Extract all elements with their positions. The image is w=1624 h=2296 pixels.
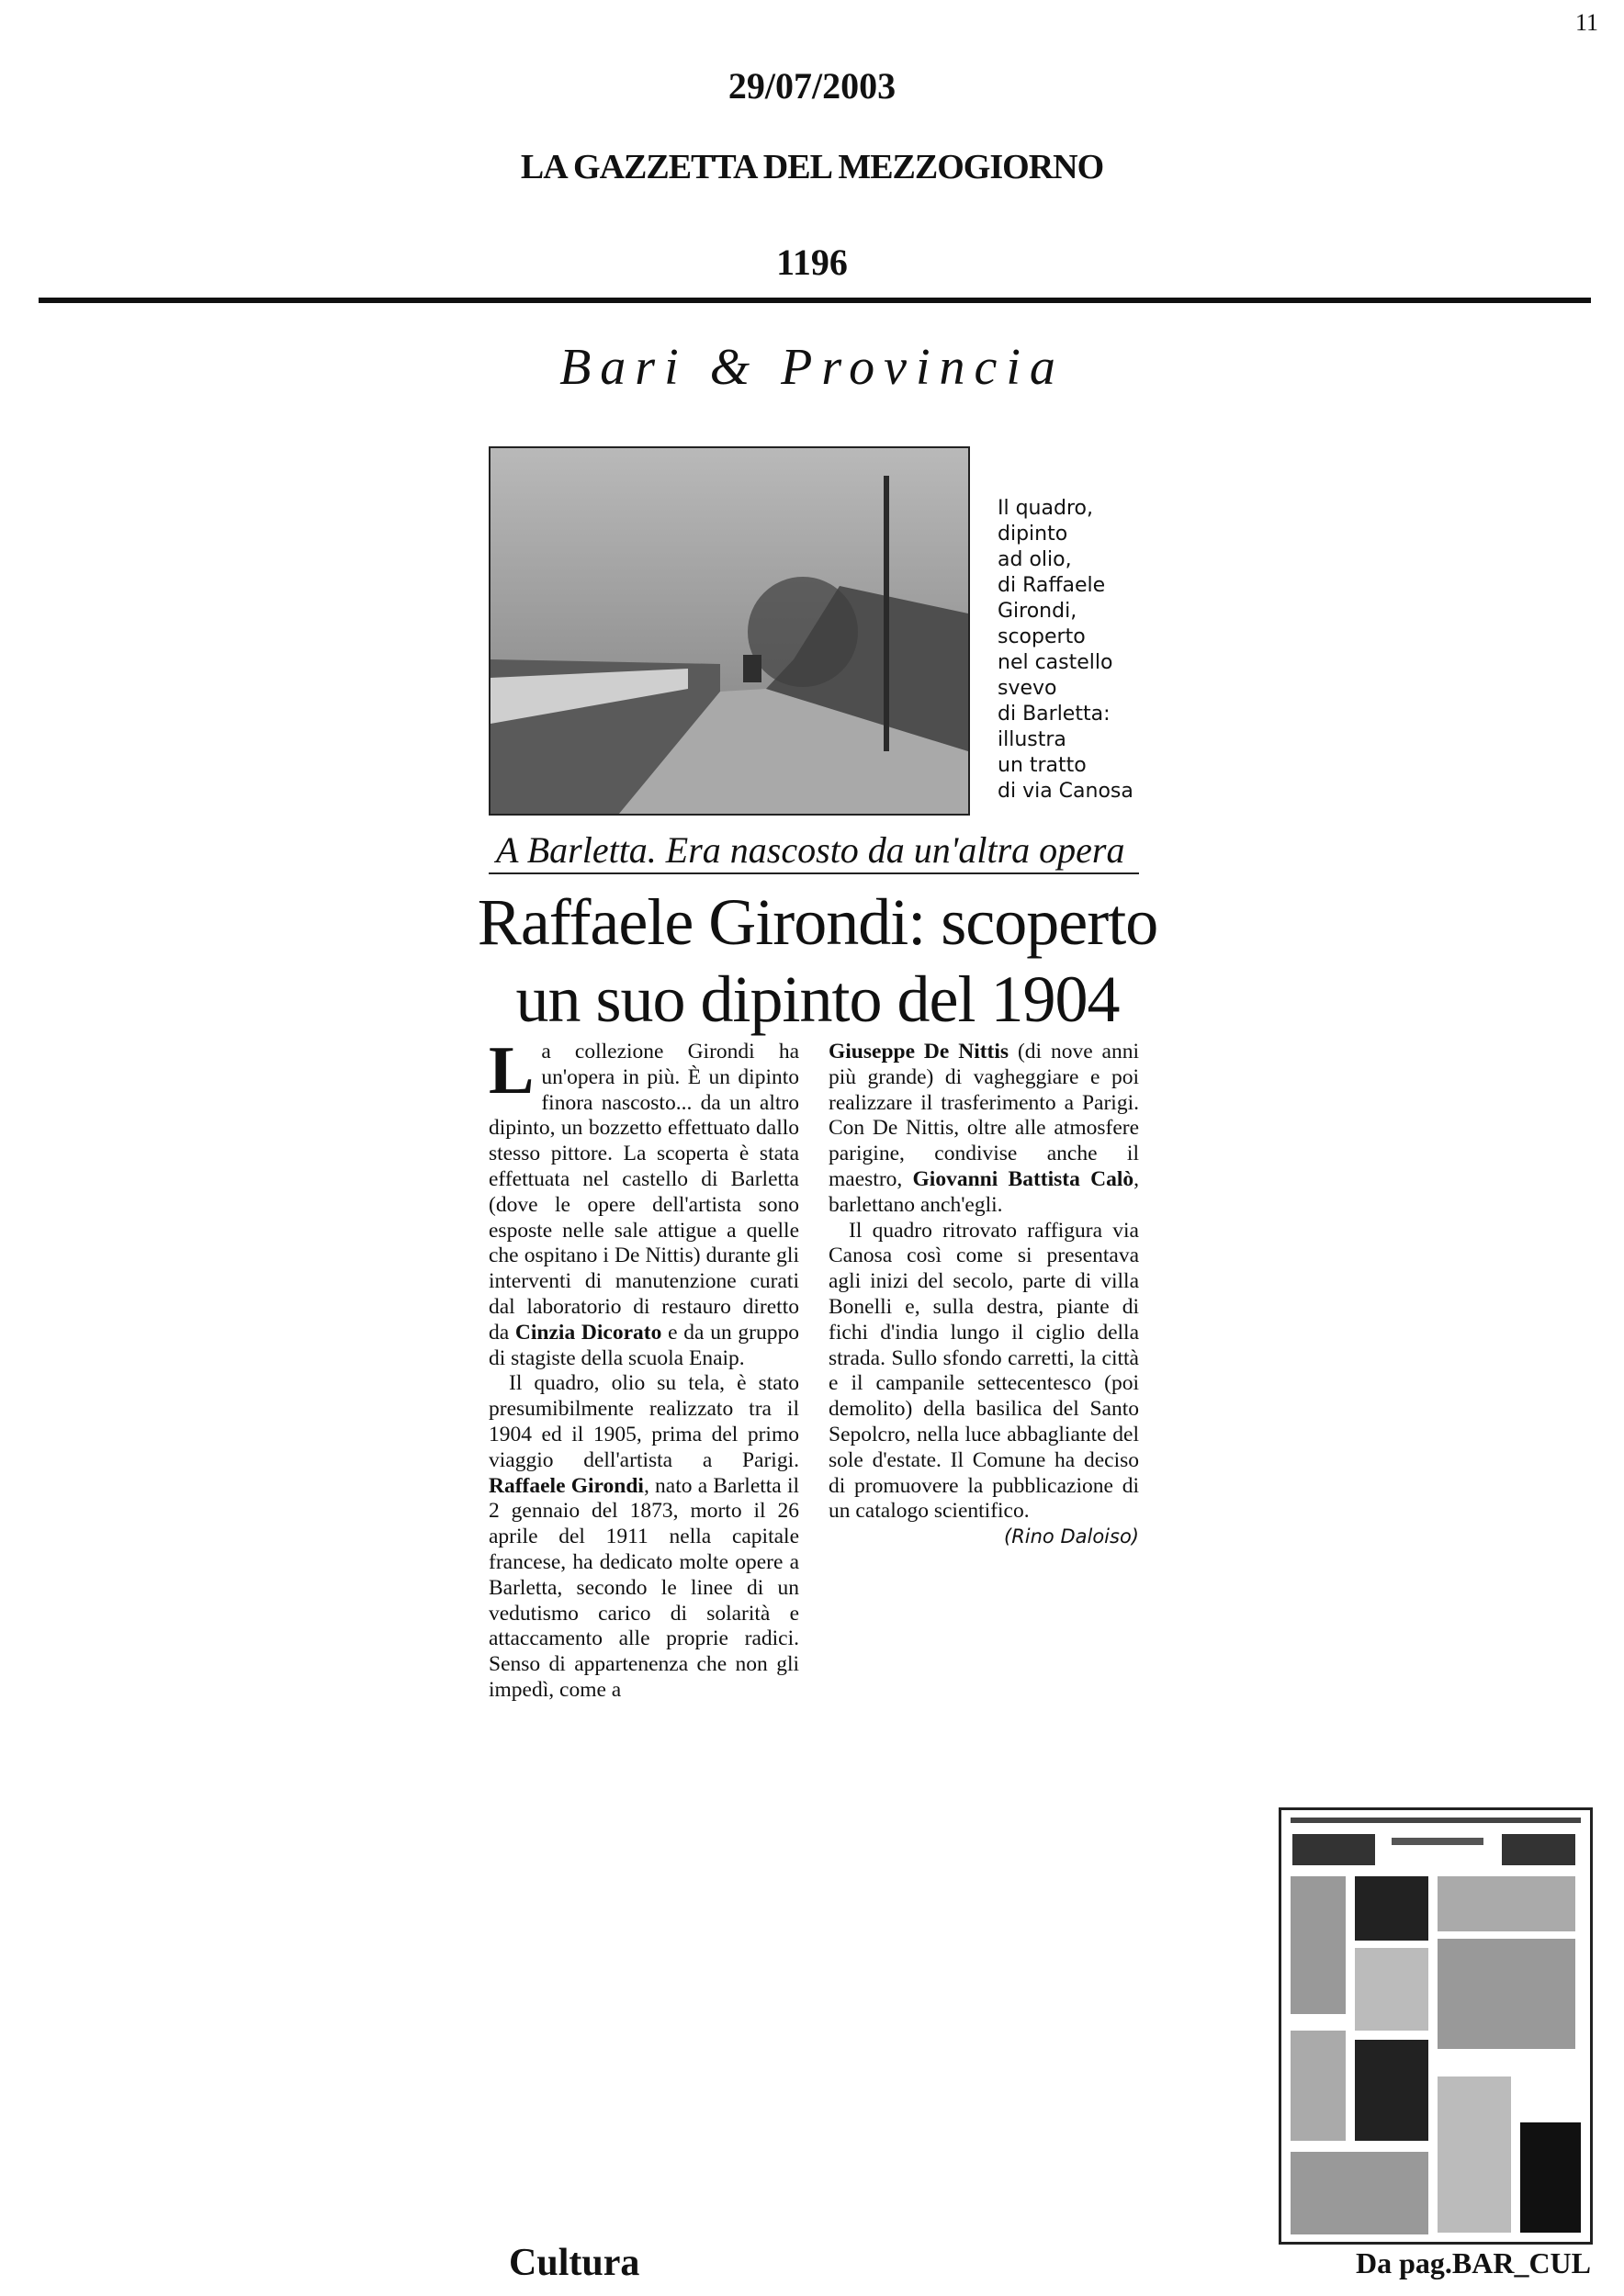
publication-name: LA GAZZETTA DEL MEZZOGIORNO xyxy=(520,148,1104,186)
kicker-rule xyxy=(489,872,1139,874)
person-name: Raffaele Girondi xyxy=(489,1473,644,1498)
caption-line: ad olio, xyxy=(998,548,1072,571)
article-paragraph xyxy=(489,1033,799,1371)
clipping-date: 29/07/2003 xyxy=(727,65,897,107)
headline-line: un suo dipinto del 1904 xyxy=(515,962,1120,1036)
caption-line: nel castello xyxy=(998,651,1113,674)
caption-line: di Barletta: xyxy=(998,703,1111,726)
page-number: 11 xyxy=(1574,9,1598,36)
person-name: Giuseppe De Nittis xyxy=(829,1040,1009,1064)
footer-section: Cultura xyxy=(509,2242,640,2284)
person-name: Cinzia Dicorato xyxy=(514,1320,662,1345)
article-headline xyxy=(459,884,1176,1038)
article-signature: (Rino Daloiso) xyxy=(1004,1525,1139,1548)
header-rule xyxy=(39,298,1591,303)
clipping-code: 1196 xyxy=(776,242,848,283)
article-kicker: A Barletta. Era nascosto da un'altra opera xyxy=(496,829,1125,871)
article-column-left xyxy=(489,1033,800,1704)
article-text: e da un gruppo di stagiste della scuola Enaip. xyxy=(489,1320,799,1370)
photo-caption xyxy=(998,496,1200,805)
caption-line: Girondi, xyxy=(998,600,1077,623)
person-name: Giovanni Battista Calò xyxy=(912,1166,1134,1191)
article-text: Il quadro ritrovato raffigura via Canosa così come si presentava agli inizi del secolo, parte di villa Bonelli e, sulla destra, piante di fichi d'india lungo il ciglio della strada. Sullo sfondo carretti, la città e il campanile settecentesco (poi demolito) della basilica del Santo Sepolcro, nella luce abbagliante del sole d'estate. Il Comune ha deciso di promuovere la pubblicazione di un catalogo scientifico. xyxy=(829,1218,1139,1524)
drop-cap: L xyxy=(489,1033,535,1109)
article-text: , barlettano anch'egli. xyxy=(829,1166,1139,1217)
caption-line: di Raffaele xyxy=(998,574,1106,597)
headline-line: Raffaele Girondi: scoperto xyxy=(477,885,1158,959)
article-text: Il quadro, olio su tela, è stato presumibilmente realizzato tra il 1904 ed il 1905, prima del primo viaggio dell'artista a Parigi. xyxy=(489,1371,799,1472)
article-paragraph xyxy=(829,1218,1139,1548)
section-title: Bari & Provincia xyxy=(559,339,1065,396)
article-paragraph xyxy=(489,1371,799,1703)
article-text: , nato a Barletta il 2 gennaio del 1873, morto il 26 aprile del 1911 nella capitale francese, ha dedicato molte opere a Barletta, secondo le linee di un vedutismo carico di solarità e attaccamento alle proprie radici. Senso di appartenenza che non gli impedì, come a xyxy=(489,1473,800,1702)
article-text: (di nove anni più grande) di vagheggiare e poi realizzare il trasferimento a Parigi. Con De Nittis, oltre alle atmosfere parigine, condivise anche il maestro, xyxy=(829,1040,1140,1191)
article-column-right xyxy=(829,1040,1139,1550)
caption-line: un tratto xyxy=(998,754,1087,777)
caption-line: svevo xyxy=(998,677,1057,700)
caption-line: scoperto xyxy=(998,625,1086,648)
caption-line: illustra xyxy=(998,728,1066,751)
caption-line: Il quadro, xyxy=(998,497,1093,520)
footer-page-ref: Da pag.BAR_CUL xyxy=(1355,2246,1591,2279)
article-text: a collezione Girondi ha un'opera in più. È un dipinto finora nascosto... da un altro dipinto, un bozzetto effettuato dallo stesso pittore. La scoperta è stata effettuata nel castello di Barletta (dove le opere dell'artista sono esposte nelle sale attigue a quelle che ospitano i De Nittis) durante gli interventi di manutenzione curati dal laboratorio di restauro diretto da xyxy=(489,1040,799,1345)
painting-photo xyxy=(489,446,970,816)
page-thumbnail xyxy=(1279,1807,1593,2245)
article-paragraph xyxy=(829,1040,1139,1219)
caption-line: dipinto xyxy=(998,523,1068,546)
caption-line: di via Canosa xyxy=(998,780,1133,803)
